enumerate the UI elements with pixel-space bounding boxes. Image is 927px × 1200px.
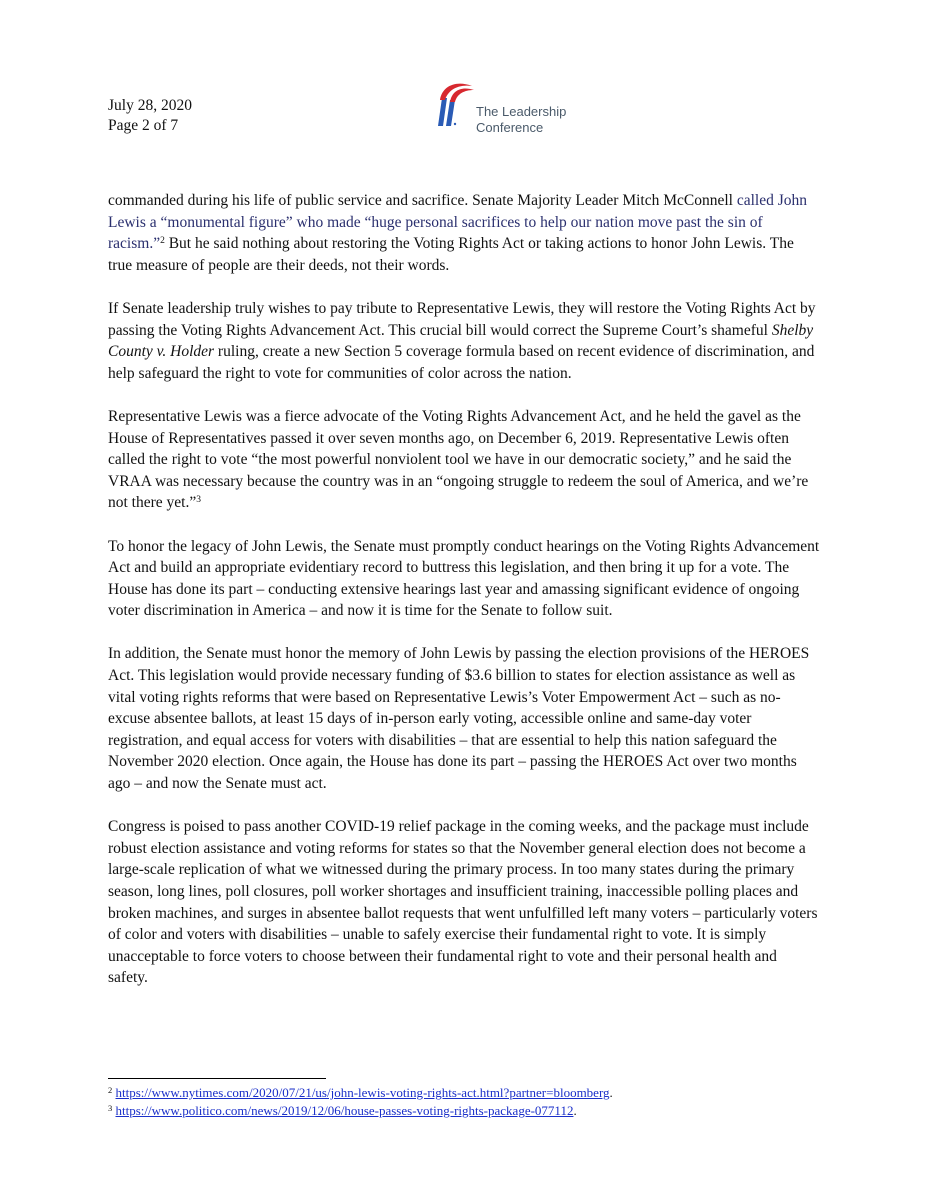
logo-text-line1: The Leadership	[476, 104, 567, 119]
page-header	[108, 96, 192, 136]
footnote-ref-3[interactable]: 3	[196, 495, 201, 506]
paragraph-6: Congress is poised to pass another COVID-19 relief package in the coming weeks, and the package must include robust election assistance and voting reforms for states so that the November general election does not become a large-scale replication of what we witnessed during the primary process. In too many states during the primary season, long lines, poll closures, poll worker shortages and insufficient training, inaccessible polling places and broken machines, and surges in absentee ballot requests that went unfulfilled left many voters – particularly voters of color and voters with disabilities – unable to safely exercise their fundamental right to vote. It is simply unacceptable to force voters to choose between their fundamental right to vote and their personal health and safety.	[108, 818, 818, 987]
paragraph-1	[108, 190, 820, 276]
footnote-2	[108, 1084, 613, 1102]
footnote-divider	[108, 1078, 326, 1079]
logo-mark-icon	[428, 80, 476, 130]
footnotes	[108, 1084, 613, 1120]
paragraph-3	[108, 406, 820, 514]
header-date: July 28, 2020	[108, 97, 192, 114]
p2-text-1: If Senate leadership truly wishes to pay tribute to Representative Lewis, they will restore the Voting Rights Act by passing the Voting Rights Advancement Act. This crucial bill would correct the Supreme Court’s shameful	[108, 299, 816, 339]
p1-sentence-2: called John Lewis a “monumental figure” who made “huge personal sacrifices to help our nation move past the sin of racism.”	[108, 192, 808, 253]
paragraph-2	[108, 298, 820, 384]
header-page-number: Page 2 of 7	[108, 117, 179, 134]
paragraph-5: In addition, the Senate must honor the memory of John Lewis by passing the election provisions of the HEROES Act. This legislation would provide necessary funding of $3.6 billion to states for election assistance as well as vital voting rights reforms that were based on Representative Lewis’s Voter Empowerment Act – such as no-excuse absentee ballots, at least 15 days of in-person early voting, accessible online and same-day voter registration, and equal access for voters with disabilities – that are essential to help this nation safeguard the November 2020 election. Once again, the House has done its part – passing the HEROES Act over two months ago – and now the Senate must act.	[108, 645, 810, 793]
p3-text: Representative Lewis was a fierce advocate of the Voting Rights Advancement Act, and he held the gavel as the House of Representatives passed it over seven months ago, on December 6, 2019. Representative Lewis often called the right to vote “the most powerful nonviolent tool we have in our democratic society,” and he said the VRAA was necessary because the country was in an “ongoing struggle to redeem the soul of America, and we’re not there yet.”	[108, 407, 809, 512]
case-name: Shelby County v. Holder	[108, 321, 814, 361]
p2-text-2: ruling, create a new Section 5 coverage formula based on recent evidence of discrimination, and help safeguard the right to vote for communities of color across the nation.	[108, 343, 815, 382]
footnote-punct: .	[609, 1085, 613, 1100]
footnote-punct: .	[573, 1103, 577, 1118]
footnote-link-nytimes[interactable]: https://www.nytimes.com/2020/07/21/us/john-lewis-voting-rights-act.html?partner=bloomberg	[115, 1085, 610, 1100]
footnote-3	[108, 1102, 613, 1120]
letter-body	[108, 190, 820, 1011]
footnote-link-politico[interactable]: https://www.politico.com/news/2019/12/06/house-passes-voting-rights-package-077112	[115, 1103, 574, 1118]
leadership-conference-logo	[428, 80, 588, 140]
footnote-number: 2	[108, 1085, 113, 1095]
logo-text-line2: Conference	[476, 120, 544, 135]
footnote-number: 3	[108, 1103, 113, 1113]
paragraph-4: To honor the legacy of John Lewis, the Senate must promptly conduct hearings on the Voting Rights Advancement Act and build an appropriate evidentiary record to buttress this legislation, and then bring it up for a vote. The House has done its part – conducting extensive hearings last year and amassing significant evidence of ongoing voter discrimination in America – and now it is time for the Senate to follow suit.	[108, 537, 820, 620]
p1-sentence-1: commanded during his life of public service and sacrifice. Senate Majority Leader Mitch McConnell	[108, 192, 733, 209]
p1-sentence-3: But he said nothing about restoring the Voting Rights Act or taking actions to honor John Lewis. The true measure of people are their deeds, not their words.	[108, 235, 794, 274]
footnote-ref-2[interactable]: 2	[160, 236, 165, 247]
